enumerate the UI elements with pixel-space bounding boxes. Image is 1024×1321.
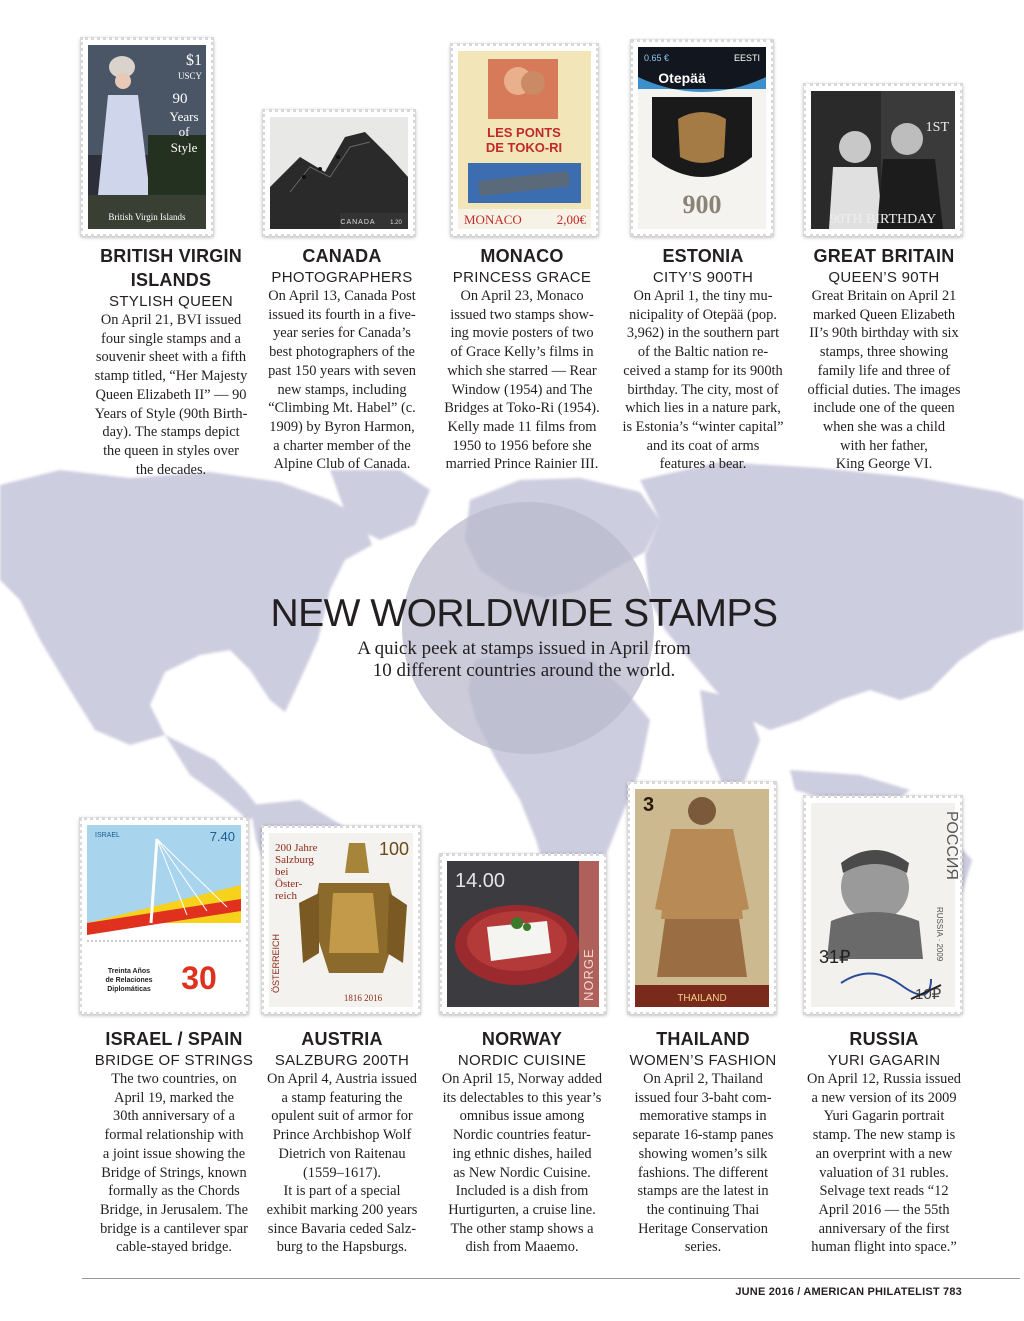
desc-line: burg to the Hapsburgs. bbox=[276, 1239, 408, 1256]
stamp-estonia bbox=[631, 40, 773, 236]
stamp-thailand bbox=[628, 782, 776, 1014]
bvi-text-90: 90 bbox=[172, 91, 188, 107]
austria-title-4: Öster- bbox=[275, 878, 303, 890]
monaco-poster-title-2: DE TOKO-RI bbox=[485, 140, 563, 155]
desc-line: four single stamps and a bbox=[101, 330, 241, 347]
description bbox=[794, 287, 974, 474]
desc-line: 3,962) in the southern part bbox=[626, 325, 780, 342]
desc-line: is Estonia’s “winter capital” bbox=[622, 418, 784, 435]
entry-israel-spain bbox=[76, 1027, 272, 1257]
israel-logo-30: 30 bbox=[181, 960, 217, 996]
page-subtitle bbox=[262, 638, 786, 682]
desc-line: Years of Style (90th Birth- bbox=[94, 405, 248, 422]
norway-country: NORGE bbox=[581, 948, 596, 1001]
desc-line: new stamps, including bbox=[277, 381, 407, 398]
desc-line: family life and three of bbox=[817, 362, 951, 379]
gb-caption: 90TH BIRTHDAY bbox=[829, 212, 937, 227]
desc-line: and its coat of arms bbox=[646, 437, 760, 454]
desc-line: Bridges at Toko-Ri (1954). bbox=[444, 400, 600, 417]
gb-stamp-art bbox=[811, 91, 955, 229]
desc-line: Nordic countries featur- bbox=[453, 1127, 591, 1144]
bvi-stamp-art bbox=[88, 45, 206, 229]
desc-line: souvenir sheet with a fifth bbox=[95, 349, 247, 366]
topic-heading: WOMEN’S FASHION bbox=[629, 1052, 777, 1069]
country-line: AUSTRIA bbox=[301, 1029, 383, 1049]
desc-line: best photographers of the bbox=[269, 344, 415, 361]
desc-line: ing ethnic dishes, hailed bbox=[452, 1145, 592, 1162]
topic-heading: BRIDGE OF STRINGS bbox=[94, 1052, 254, 1069]
desc-line: human flight into space.” bbox=[811, 1239, 957, 1256]
country-heading bbox=[432, 244, 612, 268]
desc-line: ing movie posters of two bbox=[450, 325, 594, 342]
desc-line: the queen in styles over bbox=[103, 442, 239, 459]
estonia-number: 900 bbox=[682, 190, 722, 219]
country-heading bbox=[612, 1027, 794, 1051]
desc-line: features a bear. bbox=[659, 456, 747, 473]
desc-line: On April 23, Monaco bbox=[460, 288, 584, 304]
bvi-currency: USCY bbox=[177, 71, 202, 81]
topic-heading: STYLISH QUEEN bbox=[109, 293, 233, 310]
desc-line: Included is a dish from bbox=[455, 1183, 589, 1200]
estonia-value: 0.65 € bbox=[644, 53, 670, 63]
canada-stamp-art bbox=[270, 117, 408, 229]
country-line: BRITISH VIRGIN bbox=[100, 246, 242, 266]
desc-line: a joint issue showing the bbox=[102, 1145, 246, 1162]
desc-line: the decades. bbox=[135, 461, 207, 478]
desc-line: year series for Canada’s bbox=[273, 325, 411, 342]
stamp-russia bbox=[804, 796, 962, 1014]
entry-norway bbox=[432, 1027, 612, 1257]
russia-year: RUSSIA · 2009 bbox=[935, 907, 944, 962]
desc-line: King George VI. bbox=[835, 456, 933, 473]
bvi-value: $1 bbox=[186, 52, 202, 69]
desc-line: Queen Elizabeth II” — 90 bbox=[95, 386, 247, 403]
country-line: RUSSIA bbox=[849, 1029, 919, 1049]
desc-line: since Bavaria ceded Salz- bbox=[267, 1220, 417, 1237]
subtitle-line: A quick peek at stamps issued in April from bbox=[357, 638, 691, 659]
desc-line: issued four 3-baht com- bbox=[634, 1089, 772, 1106]
estonia-country: EESTI bbox=[733, 53, 760, 63]
desc-line: as New Nordic Cuisine. bbox=[453, 1164, 591, 1181]
country-line: NORWAY bbox=[481, 1029, 563, 1049]
russia-new-value: 31₽ bbox=[819, 947, 851, 967]
description bbox=[612, 1070, 794, 1257]
desc-line: Dietrich von Raitenau bbox=[278, 1145, 406, 1162]
desc-line: On April 12, Russia issued bbox=[807, 1071, 961, 1087]
desc-line: Alpine Club of Canada. bbox=[273, 456, 411, 473]
desc-line: marked Queen Elizabeth bbox=[812, 306, 956, 323]
desc-line: series. bbox=[684, 1239, 722, 1256]
desc-line: its delectables to this year’s bbox=[442, 1089, 602, 1106]
country-line: ESTONIA bbox=[662, 246, 744, 266]
russia-stamp-art bbox=[811, 803, 960, 1007]
desc-line: Selvage text reads “12 bbox=[819, 1183, 949, 1200]
desc-line: ceived a stamp for its 900th bbox=[623, 362, 783, 379]
monaco-caption: MONACO bbox=[464, 212, 522, 227]
country-line: ISLANDS bbox=[130, 270, 212, 290]
desc-line: anniversary of the first bbox=[818, 1220, 950, 1237]
austria-years: 1816 2016 bbox=[343, 993, 383, 1003]
desc-line: On April 4, Austria issued bbox=[267, 1071, 417, 1087]
israel-stamp-art bbox=[87, 825, 241, 1007]
desc-line: Kelly made 11 films from bbox=[447, 418, 597, 435]
russia-old-value: 10₽ bbox=[915, 986, 942, 1003]
desc-line: formal relationship with bbox=[104, 1127, 244, 1144]
desc-line: of Grace Kelly’s films in bbox=[450, 344, 594, 361]
description bbox=[252, 287, 432, 474]
entry-british-virgin-islands bbox=[76, 244, 266, 479]
desc-line: Hurtigurten, a cruise line. bbox=[448, 1201, 596, 1218]
canada-value: 1.20 bbox=[390, 220, 402, 226]
desc-line: exhibit marking 200 years bbox=[266, 1201, 418, 1218]
desc-line: II’s 90th birthday with six bbox=[809, 325, 959, 342]
desc-line: with her father, bbox=[840, 437, 928, 454]
desc-line: which she starred — Rear bbox=[447, 362, 597, 379]
country-heading bbox=[432, 1027, 612, 1051]
thailand-value: 3 bbox=[643, 794, 655, 816]
desc-line: Yuri Gagarin portrait bbox=[823, 1108, 945, 1125]
desc-line: showing women’s silk bbox=[638, 1145, 768, 1162]
israel-tab-line-2: de Relaciones bbox=[105, 977, 153, 984]
thailand-country: THAILAND bbox=[677, 993, 727, 1004]
desc-line: a charter member of the bbox=[273, 437, 411, 454]
desc-line: On April 1, the tiny mu- bbox=[633, 288, 773, 304]
topic-heading: SALZBURG 200TH bbox=[274, 1052, 410, 1069]
entry-monaco bbox=[432, 244, 612, 474]
desc-line: April 2016 — the 55th bbox=[818, 1201, 950, 1218]
desc-line: separate 16-stamp panes bbox=[632, 1127, 774, 1144]
country-line: CANADA bbox=[302, 246, 382, 266]
country-heading bbox=[612, 244, 794, 268]
desc-line: past 150 years with seven bbox=[268, 362, 416, 379]
description bbox=[252, 1070, 432, 1257]
norway-value: 14.00 bbox=[455, 870, 506, 892]
description bbox=[432, 287, 612, 474]
norway-stamp-art bbox=[447, 861, 599, 1007]
desc-line: a stamp featuring the bbox=[281, 1089, 403, 1106]
description bbox=[794, 1070, 974, 1257]
stamp-canada bbox=[263, 110, 415, 236]
desc-line: The other stamp shows a bbox=[450, 1220, 594, 1237]
thailand-stamp-art bbox=[635, 789, 769, 1007]
description bbox=[432, 1070, 612, 1257]
country-line: ISRAEL / SPAIN bbox=[105, 1029, 243, 1049]
country-heading bbox=[252, 1027, 432, 1051]
desc-line: omnibus issue among bbox=[459, 1108, 585, 1125]
desc-line: married Prince Rainier III. bbox=[445, 456, 599, 473]
country-line: GREAT BRITAIN bbox=[813, 246, 955, 266]
desc-line: (1559–1617). bbox=[303, 1164, 381, 1181]
hero-block bbox=[262, 592, 786, 682]
desc-line: issued its fourth in a five- bbox=[268, 306, 416, 323]
desc-line: Heritage Conservation bbox=[638, 1220, 768, 1237]
desc-line: dish from Maaemo. bbox=[465, 1239, 579, 1256]
israel-country: ISRAEL bbox=[95, 832, 120, 839]
russia-country: РОССИЯ bbox=[943, 811, 960, 880]
monaco-stamp-art bbox=[458, 51, 591, 229]
country-heading bbox=[794, 1027, 974, 1051]
desc-line: formally as the Chords bbox=[108, 1183, 240, 1200]
estonia-city: Otepää bbox=[658, 70, 706, 86]
austria-title-1: 200 Jahre bbox=[275, 842, 318, 854]
desc-line: valuation of 31 rubles. bbox=[819, 1164, 949, 1181]
desc-line: cable-stayed bridge. bbox=[116, 1239, 232, 1256]
desc-line: 30th anniversary of a bbox=[113, 1108, 235, 1125]
desc-line: opulent suit of armor for bbox=[271, 1108, 413, 1125]
desc-line: 1950 to 1956 before she bbox=[452, 437, 592, 454]
austria-title-2: Salzburg bbox=[275, 854, 314, 866]
desc-line: stamps, three showing bbox=[819, 344, 949, 361]
canada-caption: CANADA bbox=[340, 219, 376, 226]
description bbox=[76, 1070, 272, 1257]
bvi-text-years: Years bbox=[169, 109, 199, 124]
bvi-caption: British Virgin Islands bbox=[108, 212, 186, 222]
monaco-value: 2,00€ bbox=[556, 212, 586, 227]
desc-line: Prince Archbishop Wolf bbox=[272, 1127, 412, 1144]
desc-line: Bridge, in Jerusalem. The bbox=[99, 1201, 248, 1218]
desc-line: which lies in a nature park, bbox=[625, 400, 781, 417]
country-line: MONACO bbox=[480, 246, 564, 266]
desc-line: of the Baltic nation re- bbox=[637, 344, 769, 361]
bvi-text-style: Style bbox=[170, 140, 198, 155]
austria-country: ÖSTERREICH bbox=[271, 933, 281, 993]
desc-line: It is part of a special bbox=[283, 1183, 401, 1200]
desc-line: On April 2, Thailand bbox=[643, 1071, 763, 1087]
entry-austria bbox=[252, 1027, 432, 1257]
subtitle-line: 10 different countries around the world. bbox=[372, 660, 676, 681]
desc-line: memorative stamps in bbox=[639, 1108, 767, 1125]
gb-value: 1ST bbox=[925, 120, 949, 135]
stamp-austria bbox=[262, 826, 420, 1014]
desc-line: an overprint with a new bbox=[815, 1145, 953, 1162]
austria-title-5: reich bbox=[275, 890, 297, 902]
desc-line: the continuing Thai bbox=[646, 1201, 760, 1218]
desc-line: a new version of its 2009 bbox=[811, 1089, 957, 1106]
desc-line: official duties. The images bbox=[807, 381, 961, 398]
austria-value: 100 bbox=[378, 839, 409, 859]
country-heading bbox=[76, 244, 266, 292]
desc-line: day). The stamps depict bbox=[102, 424, 240, 441]
topic-heading: QUEEN’S 90TH bbox=[828, 269, 940, 286]
desc-line: Bridge of Strings, known bbox=[101, 1164, 247, 1181]
desc-line: Window (1954) and The bbox=[451, 381, 593, 398]
israel-value: 7.40 bbox=[209, 829, 235, 844]
entry-canada bbox=[252, 244, 432, 474]
topic-heading: NORDIC CUISINE bbox=[457, 1052, 587, 1069]
austria-title-3: bei bbox=[275, 866, 289, 878]
entry-great-britain bbox=[794, 244, 974, 474]
entry-estonia bbox=[612, 244, 794, 474]
israel-tab-line-3: Diplomáticas bbox=[107, 986, 151, 993]
desc-line: On April 13, Canada Post bbox=[268, 288, 416, 304]
topic-heading: YURI GAGARIN bbox=[827, 1052, 941, 1069]
central-america-shape bbox=[165, 735, 262, 820]
desc-line: 1909) by Byron Harmon, bbox=[269, 418, 415, 435]
desc-line: bridge is a cantilever spar bbox=[100, 1220, 248, 1237]
desc-line: fashions. The different bbox=[637, 1164, 769, 1181]
desc-line: Great Britain on April 21 bbox=[811, 288, 957, 304]
footer-rule bbox=[82, 1278, 1020, 1279]
desc-line: stamp titled, “Her Majesty bbox=[94, 368, 248, 385]
monaco-poster-title-1: LES PONTS bbox=[487, 125, 561, 140]
stamp-monaco bbox=[451, 44, 598, 236]
bvi-text-of: of bbox=[178, 124, 190, 139]
topic-heading: PHOTOGRAPHERS bbox=[271, 269, 413, 286]
desc-line: stamps are the latest in bbox=[637, 1183, 769, 1200]
page-footer: JUNE 2016 / AMERICAN PHILATELIST 783 bbox=[735, 1286, 962, 1298]
estonia-stamp-art bbox=[638, 47, 766, 229]
topic-heading: PRINCESS GRACE bbox=[452, 269, 592, 286]
description bbox=[76, 311, 266, 479]
desc-line: “Climbing Mt. Habel” (c. bbox=[268, 400, 416, 417]
desc-line: The two countries, on bbox=[111, 1071, 237, 1087]
desc-line: when she was a child bbox=[822, 418, 946, 435]
description bbox=[612, 287, 794, 474]
country-heading bbox=[252, 244, 432, 268]
desc-line: April 19, marked the bbox=[114, 1089, 234, 1106]
desc-line: stamp. The new stamp is bbox=[812, 1127, 956, 1144]
israel-tab-line-1: Treinta Años bbox=[107, 968, 151, 975]
entry-russia bbox=[794, 1027, 974, 1257]
austria-stamp-art bbox=[269, 833, 413, 1007]
country-line: THAILAND bbox=[656, 1029, 750, 1049]
entry-thailand bbox=[612, 1027, 794, 1257]
desc-line: include one of the queen bbox=[813, 400, 955, 417]
stamp-great-britain bbox=[804, 84, 962, 236]
desc-line: issued two stamps show- bbox=[450, 306, 594, 323]
country-heading bbox=[76, 1027, 272, 1051]
desc-line: On April 21, BVI issued bbox=[100, 312, 242, 328]
stamp-british-virgin-islands bbox=[81, 38, 213, 236]
desc-line: nicipality of Otepää (pop. bbox=[629, 306, 777, 323]
topic-heading: CITY’S 900TH bbox=[652, 269, 754, 286]
page-title: NEW WORLDWIDE STAMPS bbox=[270, 592, 778, 635]
stamp-israel-spain bbox=[80, 818, 248, 1014]
stamp-norway bbox=[440, 854, 606, 1014]
desc-line: birthday. The city, most of bbox=[627, 381, 779, 398]
country-heading bbox=[794, 244, 974, 268]
desc-line: On April 15, Norway added bbox=[441, 1071, 603, 1087]
